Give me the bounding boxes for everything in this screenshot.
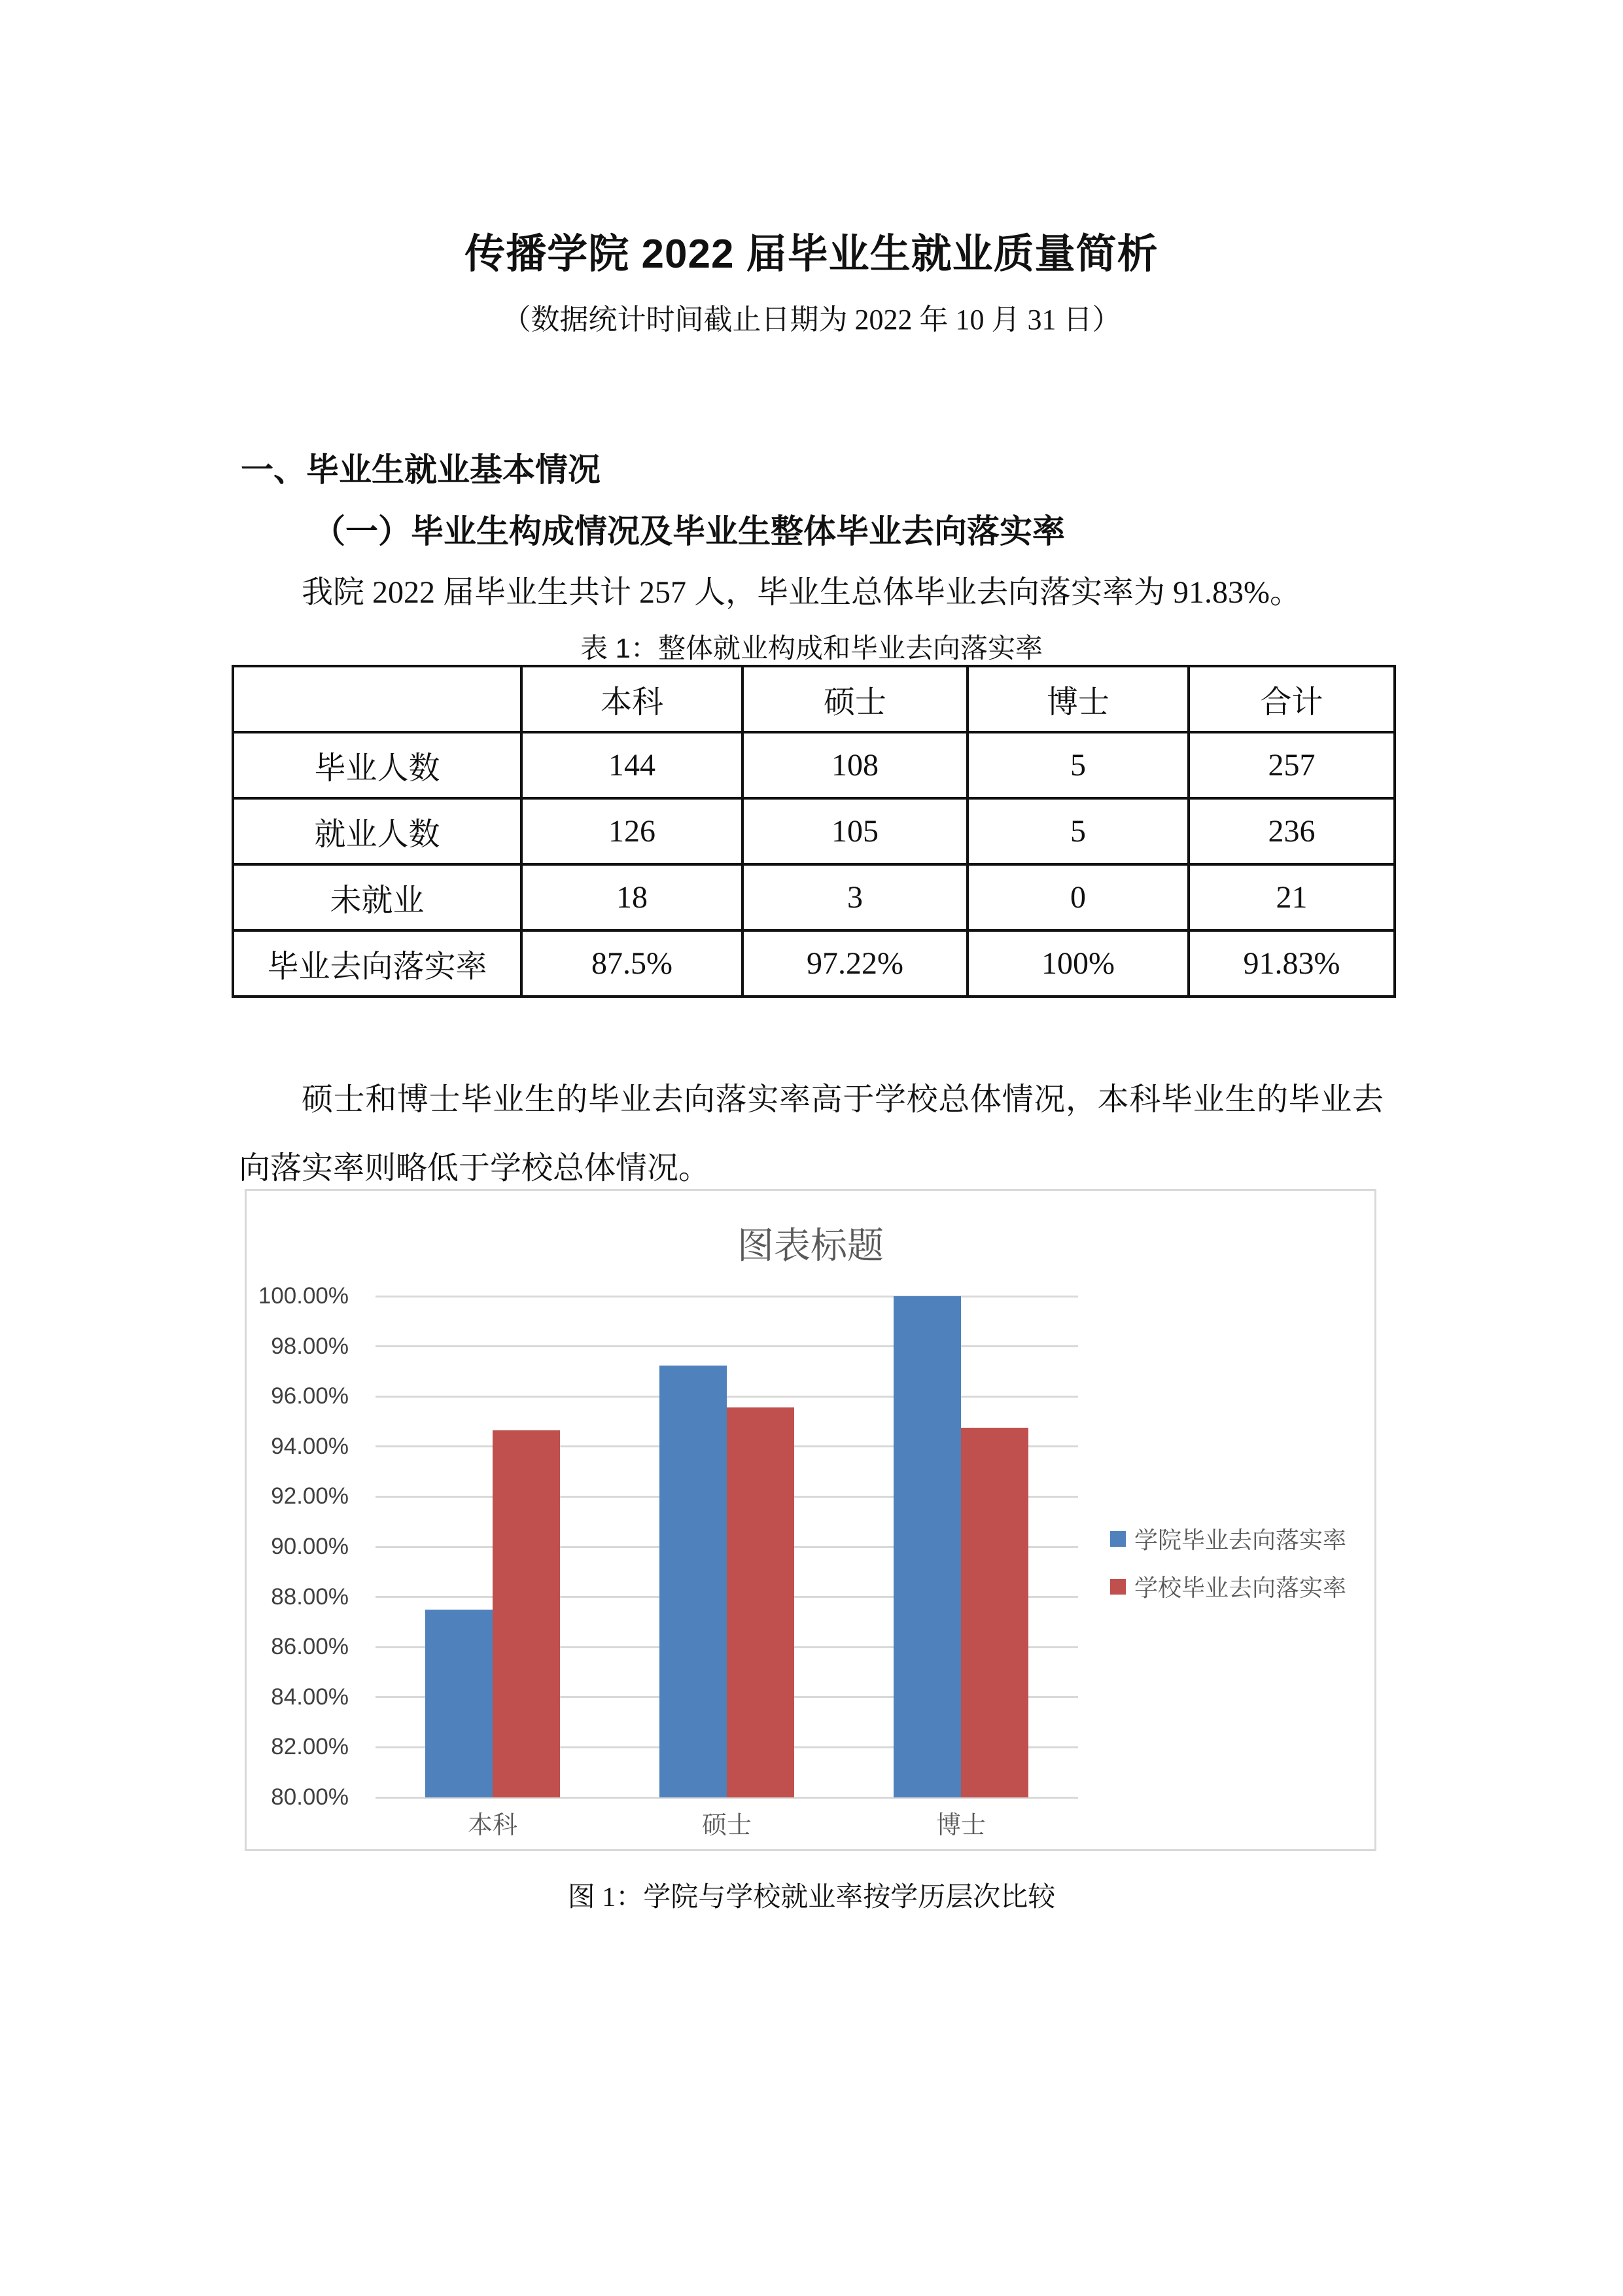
gridline	[375, 1296, 1078, 1298]
table-row-label: 毕业去向落实率	[233, 930, 521, 997]
table-row	[233, 732, 1395, 798]
table-cell: 18	[521, 864, 742, 930]
table-row-label: 就业人数	[233, 798, 521, 864]
table-cell: 97.22%	[742, 930, 968, 997]
paragraph-comparison: 硕士和博士毕业生的毕业去向落实率高于学校总体情况，本科毕业生的毕业去向落实率则略低于学校总体情况。	[239, 1082, 1384, 1186]
chart-title: 图表标题	[737, 1226, 884, 1267]
subsection-heading: （一）毕业生构成情况及毕业生整体毕业去向落实率	[313, 513, 1065, 550]
ytick-label: 98.00%	[271, 1333, 349, 1359]
bar	[659, 1366, 727, 1797]
table-cell: 5	[968, 732, 1189, 798]
table-cell: 87.5%	[521, 930, 742, 997]
category-label: 博士	[935, 1812, 986, 1839]
legend-item	[1110, 1570, 1346, 1603]
legend-label: 学院毕业去向落实率	[1134, 1527, 1347, 1553]
plot-area	[375, 1296, 1078, 1797]
ytick-label: 90.00%	[271, 1534, 349, 1559]
table-row-label: 未就业	[233, 864, 521, 930]
table-row	[233, 864, 1395, 930]
table-row	[233, 930, 1395, 997]
figure-caption: 图 1：学院与学校就业率按学历层次比较	[567, 1882, 1056, 1913]
table-cell: 5	[968, 798, 1189, 864]
table-header-cell: 博士	[968, 666, 1189, 732]
table-row-label: 毕业人数	[233, 732, 521, 798]
bar	[727, 1407, 794, 1797]
ytick-label: 86.00%	[271, 1634, 349, 1660]
category-label: 硕士	[701, 1812, 752, 1839]
table-cell: 100%	[968, 930, 1189, 997]
bar	[961, 1428, 1028, 1797]
paragraph-overview: 我院 2022 届毕业生共计 257 人，毕业生总体毕业去向落实率为 91.83%。	[302, 575, 1301, 610]
ytick-label: 94.00%	[271, 1433, 349, 1459]
table-header-cell: 合计	[1189, 666, 1395, 732]
table-cell: 126	[521, 798, 742, 864]
legend-swatch-icon	[1110, 1579, 1126, 1595]
table-cell: 0	[968, 864, 1189, 930]
table-cell: 108	[742, 732, 968, 798]
ytick-label: 92.00%	[271, 1483, 349, 1510]
table-header-cell	[233, 666, 521, 732]
ytick-label: 82.00%	[271, 1734, 349, 1760]
category-label: 本科	[467, 1812, 518, 1839]
legend-label: 学校毕业去向落实率	[1134, 1575, 1347, 1601]
ytick-label: 80.00%	[271, 1784, 349, 1810]
ytick-label: 84.00%	[271, 1684, 349, 1710]
bar	[493, 1430, 560, 1797]
gridline	[375, 1396, 1078, 1398]
table-cell: 21	[1189, 864, 1395, 930]
table-cell: 3	[742, 864, 968, 930]
table-header-cell: 本科	[521, 666, 742, 732]
bar	[425, 1610, 493, 1797]
ytick-label: 96.00%	[271, 1383, 349, 1409]
table-row	[233, 798, 1395, 864]
document-title: 传播学院 2022 届毕业生就业质量简析	[464, 232, 1159, 277]
table-header-cell: 硕士	[742, 666, 968, 732]
gridline	[375, 1345, 1078, 1347]
table-cell: 105	[742, 798, 968, 864]
ytick-label: 100.00%	[258, 1283, 349, 1309]
chart-legend	[1110, 1522, 1346, 1603]
table-cell: 236	[1189, 798, 1395, 864]
section-heading: 一、毕业生就业基本情况	[241, 451, 601, 488]
employment-table	[232, 665, 1396, 998]
legend-item	[1110, 1522, 1346, 1555]
table-cell: 144	[521, 732, 742, 798]
chart	[245, 1189, 1376, 1851]
table-header-row	[233, 666, 1395, 732]
table-caption: 表 1：整体就业构成和毕业去向落实率	[580, 633, 1043, 663]
document-subtitle: （数据统计时间截止日期为 2022 年 10 月 31 日）	[502, 304, 1121, 336]
bar	[894, 1296, 961, 1797]
table-cell: 91.83%	[1189, 930, 1395, 997]
ytick-label: 88.00%	[271, 1583, 349, 1610]
table-cell: 257	[1189, 732, 1395, 798]
legend-swatch-icon	[1110, 1531, 1126, 1547]
